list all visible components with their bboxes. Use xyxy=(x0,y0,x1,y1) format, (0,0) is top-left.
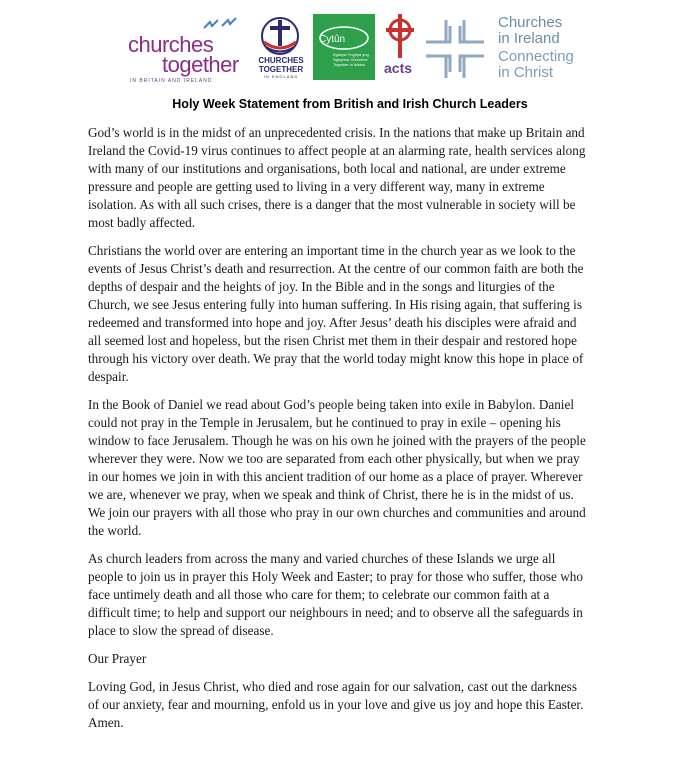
paragraph-4: As church leaders from across the many and varied churches of these Islands we urge all people to join us in prayer this Holy Week and Easter; to pray for those who suffer, those who face untimely death and all those who care for them; to celebrate our common faith at a difficult time; to help and support our neighbours in need; and to observe all the safeguards in place to slow the spread of disease. xyxy=(88,551,583,638)
cross-boat-icon xyxy=(258,16,302,56)
churches-in-ireland-logo xyxy=(422,14,592,84)
acts-logo xyxy=(380,14,420,82)
logo-banner xyxy=(0,0,700,92)
document-title: Holy Week Statement from British and Irish Church Leaders xyxy=(172,97,528,111)
cross-lines-icon xyxy=(422,16,488,82)
logo-word-together: together xyxy=(162,52,239,77)
logo-line-churches: CHURCHES xyxy=(258,56,304,65)
paragraph-2: Christians the world over are entering an important time in the church year as we look to the events of Jesus Christ’s death and resurrection. At the centre of our common faith are both the depths of despair and the heights of joy. In the Bible and in the songs and liturgies of the Church, we see Jesus entering fully into human suffering. In His rising again, that suffering is redeemed and transformed into hope and joy. After Jesus’ death his disciples were afraid and all seemed lost and hopeless, but the risen Christ met them in their despair and restored hope through his victory over death. We pray that the world today might know this hope in place of despair. xyxy=(88,243,584,384)
prayer-heading: Our Prayer xyxy=(88,651,147,666)
churches-together-england-logo xyxy=(250,16,310,86)
cii-line-3: Connecting xyxy=(498,48,574,65)
acts-name: acts xyxy=(384,60,413,76)
cytun-tagline: Eglwysi Ynghyd yng Nghymru Churches Together in Wales xyxy=(333,52,369,67)
cii-line-4: in Christ xyxy=(498,64,554,81)
logo-word-churches: churches xyxy=(128,32,214,57)
celtic-cross-icon xyxy=(382,14,418,60)
paragraph-3: In the Book of Daniel we read about God’s people being taken into exile in Babylon. Daniel could not pray in the Temple in Jerusalem, but he continued to pray in exile – opening his window to face Jerusalem. Though he was on his own he joined with the prayers of the people wherever they were. Now we too are separated from each other physically, but when we pray in our homes we join in with this ancient tradition of our home as a place of prayer. Wherever we are, whenever we pray, when we speak and think of Christ, there he is in the midst of us. We join our prayers with all those who pray in our own churches and communities and around the world. xyxy=(88,397,586,538)
prayer-text: Loving God, in Jesus Christ, who died and rose again for our salvation, cast out the darkness of our anxiety, fear and mourning, enfold us in your love and give us joy and hope this Easter. Amen. xyxy=(88,679,584,730)
cytun-name: Cytûn xyxy=(319,34,346,45)
cii-line-2: in Ireland xyxy=(498,30,560,47)
cytun-logo xyxy=(313,14,375,80)
paragraph-1: God’s world is in the midst of an unprecedented crisis. In the nations that make up Britain and Ireland the Covid-19 virus continues to affect people at an alarming rate, health services along with many of our institutions and organisations, both local and national, are under extreme pressure and people are getting used to living in a very different way, many in extreme isolation. As with all such crises, there is a danger that the most vulnerable in society will be most badly affected. xyxy=(88,125,586,230)
logo-subtitle: IN BRITAIN AND IRELAND xyxy=(130,78,213,84)
logo-subtitle: IN ENGLAND xyxy=(263,74,299,79)
cii-line-1: Churches xyxy=(498,14,563,31)
document-body xyxy=(88,124,588,742)
churches-together-britain-ireland-logo xyxy=(128,14,248,84)
logo-text xyxy=(250,56,312,74)
logo-line-together: TOGETHER xyxy=(258,65,304,74)
